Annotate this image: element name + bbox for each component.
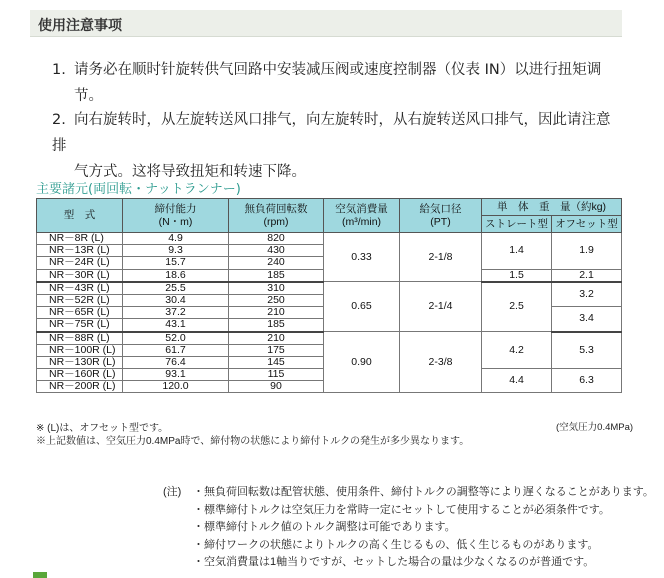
spec-heading: 主要諸元(両回転・ナットランナー)	[36, 182, 241, 197]
note-2	[52, 107, 622, 185]
torque-cell: 30.4	[123, 294, 229, 306]
section-title-bar	[30, 10, 622, 37]
offset-weight-cell: 2.1	[552, 269, 622, 282]
section-title: 使用注意事项	[38, 18, 122, 34]
inlet-cell: 2-3/8	[400, 332, 482, 393]
torque-cell: 43.1	[123, 319, 229, 332]
table-row	[37, 233, 622, 245]
speed-cell: 210	[229, 332, 324, 345]
header-weight: 単 体 重 量（約kg)	[482, 199, 622, 216]
torque-cell: 18.6	[123, 269, 229, 282]
note-1-number: 1.	[52, 62, 66, 78]
torque-cell: 93.1	[123, 369, 229, 381]
air-cell: 0.90	[324, 332, 400, 393]
footnote-values: ※上記数値は、空気圧力0.4MPa時で、締付物の状態により締付トルクの発生が多少異なります。	[36, 436, 470, 447]
air-cell: 0.33	[324, 233, 400, 282]
model-cell: NR－75R (L)	[37, 319, 123, 332]
torque-cell: 15.7	[123, 257, 229, 269]
model-cell: NR－8R (L)	[37, 233, 123, 245]
torque-cell: 61.7	[123, 344, 229, 356]
torque-cell: 25.5	[123, 282, 229, 295]
model-cell: NR－100R (L)	[37, 344, 123, 356]
speed-cell: 175	[229, 344, 324, 356]
torque-cell: 9.3	[123, 245, 229, 257]
model-cell: NR－43R (L)	[37, 282, 123, 295]
torque-cell: 52.0	[123, 332, 229, 345]
torque-cell: 4.9	[123, 233, 229, 245]
offset-weight-cell: 3.4	[552, 307, 622, 332]
speed-cell: 145	[229, 356, 324, 368]
header-torque: 締付能力 (N・m)	[123, 199, 229, 233]
header-inlet: 給気口径 (PT)	[400, 199, 482, 233]
model-cell: NR－200R (L)	[37, 381, 123, 393]
offset-weight-cell: 6.3	[552, 369, 622, 393]
section-marker	[33, 572, 47, 578]
speed-cell: 250	[229, 294, 324, 306]
note-2-line1: 向右旋转时，从左旋转送风口排气，向左旋转时，从右旋转送风口排气，因此请注意排	[52, 112, 611, 154]
model-cell: NR－130R (L)	[37, 356, 123, 368]
remark-item: ・標準締付トルク値のトルク調整は可能であります。	[193, 521, 456, 533]
offset-weight-cell: 5.3	[552, 332, 622, 369]
header-model: 型 式	[37, 199, 123, 233]
speed-cell: 210	[229, 307, 324, 319]
air-cell: 0.65	[324, 282, 400, 332]
inlet-cell: 2-1/8	[400, 233, 482, 282]
pressure-note: (空気圧力0.4MPa)	[556, 422, 634, 433]
torque-cell: 76.4	[123, 356, 229, 368]
note-2-line2: 气方式。这将导致扭矩和转速下降。	[74, 164, 306, 180]
offset-weight-cell: 3.2	[552, 282, 622, 307]
offset-weight-cell: 1.9	[552, 233, 622, 270]
table-row	[37, 332, 622, 345]
model-cell: NR－30R (L)	[37, 269, 123, 282]
speed-cell: 240	[229, 257, 324, 269]
header-air: 空気消費量 (m³/min)	[324, 199, 400, 233]
straight-weight-cell: 2.5	[482, 282, 552, 332]
straight-weight-cell: 4.4	[482, 369, 552, 393]
note-1	[52, 57, 622, 109]
header-straight: ストレート型	[482, 216, 552, 233]
speed-cell: 115	[229, 369, 324, 381]
note-1-line1: 请务必在顺时针旋转供气回路中安装减压阀或速度控制器（仪表 IN）以进行扭矩调	[74, 62, 602, 78]
remark-item: ・無負荷回転数は配管状態、使用条件、締付トルクの調整等により遅くなることがあります。	[193, 486, 654, 498]
straight-weight-cell: 1.4	[482, 233, 552, 270]
header-speed: 無負荷回転数 (rpm)	[229, 199, 324, 233]
inlet-cell: 2-1/4	[400, 282, 482, 332]
speed-cell: 820	[229, 233, 324, 245]
straight-weight-cell: 4.2	[482, 332, 552, 369]
remark-item: ・締付ワークの状態によりトルクの高く生じるもの、低く生じるものがあります。	[193, 538, 599, 551]
torque-cell: 120.0	[123, 381, 229, 393]
note-1-line2: 节。	[74, 88, 103, 104]
remarks	[163, 484, 654, 572]
model-cell: NR－13R (L)	[37, 245, 123, 257]
model-cell: NR－65R (L)	[37, 307, 123, 319]
torque-cell: 37.2	[123, 307, 229, 319]
remarks-lead: (注)	[163, 486, 182, 498]
model-cell: NR－160R (L)	[37, 369, 123, 381]
speed-cell: 310	[229, 282, 324, 295]
model-cell: NR－88R (L)	[37, 332, 123, 345]
speed-cell: 90	[229, 381, 324, 393]
header-offset: オフセット型	[552, 216, 622, 233]
footnote-offset: ※ (L)は、オフセット型です。	[36, 423, 169, 434]
remark-item: ・標準締付トルクは空気圧力を常時一定にセットして使用することが必須条件です。	[193, 503, 610, 516]
spec-table	[36, 198, 622, 393]
straight-weight-cell: 1.5	[482, 269, 552, 282]
model-cell: NR－52R (L)	[37, 294, 123, 306]
model-cell: NR－24R (L)	[37, 257, 123, 269]
speed-cell: 185	[229, 269, 324, 282]
speed-cell: 185	[229, 319, 324, 332]
remark-item: ・空気消費量は1軸当りですが、セットした場合の量は少なくなるのが普通です。	[193, 556, 595, 568]
note-2-number: 2.	[52, 112, 66, 128]
speed-cell: 430	[229, 245, 324, 257]
table-row	[37, 282, 622, 295]
